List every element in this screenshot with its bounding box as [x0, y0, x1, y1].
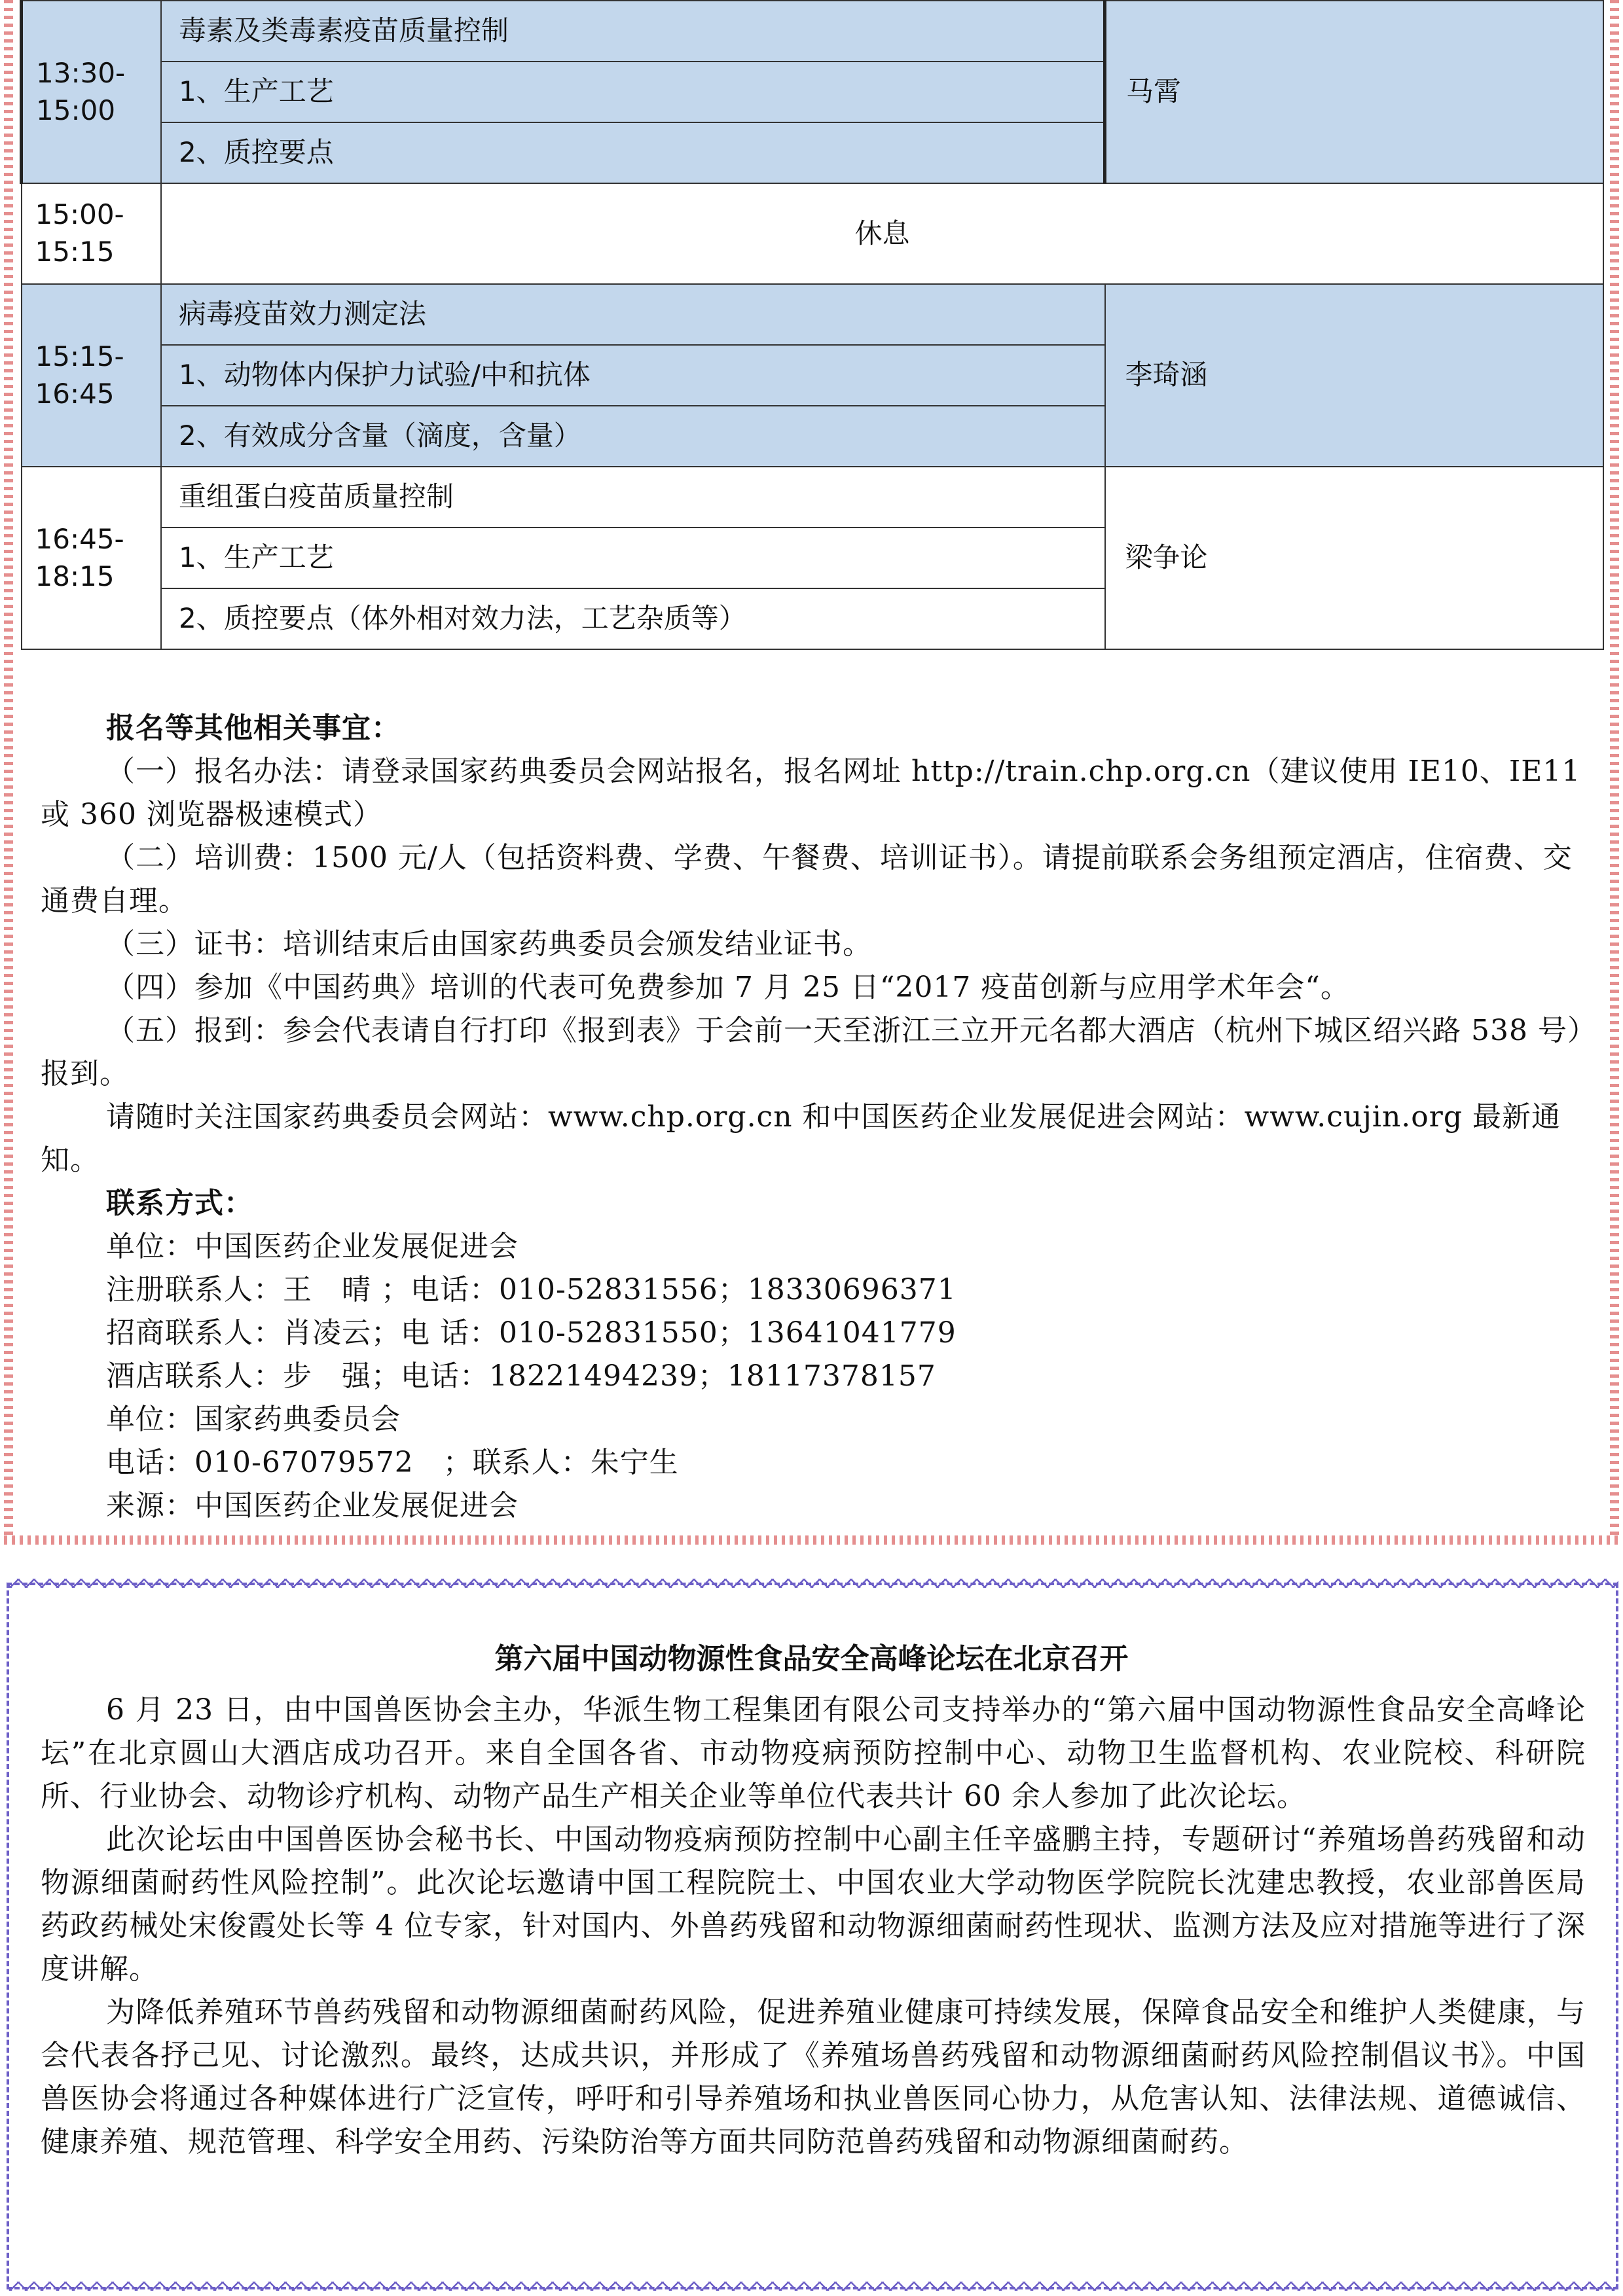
frame-border-left — [4, 0, 13, 1545]
speaker-cell: 梁争论 — [1105, 467, 1604, 649]
item-cell: 1、生产工艺 — [161, 528, 1105, 588]
contact-heading: 联系方式： — [106, 1187, 253, 1220]
notice-item-3: （三）证书：培训结束后由国家药典委员会颁发结业证书。 — [106, 927, 872, 961]
frame-border-bottom — [4, 1535, 1619, 1545]
zigzag-border-bottom — [7, 2282, 1618, 2291]
notice-item-2: （二）培训费：1500 元/人（包括资料费、学费、午餐费、培训证书）。请提前联系会务组预定酒店，住宿费、交通费自理。 — [41, 841, 1573, 918]
frame-border-right — [1610, 0, 1619, 1545]
speaker-cell: 李琦涵 — [1105, 284, 1604, 467]
topic-cell: 毒素及类毒素疫苗质量控制 — [161, 1, 1105, 62]
article-paragraph: 为降低养殖环节兽药残留和动物源细菌耐药风险，促进养殖业健康可持续发展，保障食品安全和维护人类健康，与会代表各抒己见、讨论激烈。最终，达成共识，并形成了《养殖场兽药残留和动物源细菌耐药风险控制倡议书》。中国兽医协会将通过各种媒体进行广泛宣传，呼吁和引导养殖场和执业兽医同心协力，从危害认知、法律法规、道德诚信、健康养殖、规范管理、科学安全用药、污染防治等方面共同防范兽药残留和动物源细菌耐药。 — [41, 1996, 1586, 2159]
notice-item-1: （一）报名办法：请登录国家药典委员会网站报名，报名网址 http://train.chp.org.cn（建议使用 IE10、IE11 或 360 浏览器极速模式） — [41, 755, 1581, 831]
contact-line: 招商联系人：肖凌云；电 话：010-52831550；13641041779 — [106, 1316, 957, 1350]
zigzag-border-top — [7, 1579, 1618, 1588]
notice-item-5: （五）报到：参会代表请自行打印《报到表》于会前一天至浙江三立开元名都大酒店（杭州下城区绍兴路 538 号）报到。 — [41, 1014, 1582, 1090]
article-paragraph: 6 月 23 日，由中国兽医协会主办，华派生物工程集团有限公司支持举办的“第六届中国动物源性食品安全高峰论坛”在北京圆山大酒店成功召开。来自全国各省、市动物疫病预防控制中心、动物卫生监督机构、农业院校、科研院所、行业协会、动物诊疗机构、动物产品生产相关企业等单位代表共计 60 余人参加了此次论坛。 — [41, 1693, 1586, 1813]
contact-line: 注册联系人：王 晴 ；电话：010-52831556；18330696371 — [106, 1273, 957, 1306]
notice-section — [41, 707, 1586, 1528]
item-cell: 2、有效成分含量（滴度，含量） — [161, 406, 1105, 467]
topic-cell: 病毒疫苗效力测定法 — [161, 284, 1105, 345]
topic-cell: 重组蛋白疫苗质量控制 — [161, 467, 1105, 528]
article-title: 第六届中国动物源性食品安全高峰论坛在北京召开 — [494, 1642, 1129, 1676]
contact-line: 酒店联系人：步 强；电话：18221494239；18117378157 — [106, 1359, 936, 1393]
time-cell: 15:15- 16:45 — [22, 284, 162, 467]
time-cell: 13:30- 15:00 — [22, 1, 162, 183]
notice-heading: 报名等其他相关事宜： — [106, 711, 401, 745]
speaker-cell: 马霄 — [1105, 1, 1604, 183]
item-cell: 1、生产工艺 — [161, 62, 1105, 122]
table-row — [22, 284, 1604, 345]
table-row — [22, 1, 1604, 62]
schedule-table — [20, 0, 1604, 650]
article-body — [41, 1689, 1586, 2164]
contact-line: 电话：010-67079572 ；联系人：朱宁生 — [106, 1446, 679, 1479]
item-cell: 1、动物体内保护力试验/中和抗体 — [161, 345, 1105, 406]
time-cell: 15:00- 15:15 — [22, 183, 162, 284]
notice-follow-up: 请随时关注国家药典委员会网站：www.chp.org.cn 和中国医药企业发展促进会网站：www.cujin.org 最新通知。 — [41, 1100, 1561, 1177]
contact-line: 来源：中国医药企业发展促进会 — [106, 1489, 519, 1522]
contact-line: 单位：中国医药企业发展促进会 — [106, 1230, 519, 1263]
table-row — [22, 467, 1604, 528]
item-cell: 2、质控要点 — [161, 122, 1105, 183]
notice-item-4: （四）参加《中国药典》培训的代表可免费参加 7 月 25 日“2017 疫苗创新与应用学术年会“。 — [106, 971, 1350, 1004]
item-cell: 2、质控要点（体外相对效力法，工艺杂质等） — [161, 588, 1105, 649]
table-row — [22, 183, 1604, 284]
contact-line: 单位：国家药典委员会 — [106, 1403, 401, 1436]
break-cell: 休息 — [161, 183, 1603, 284]
time-cell: 16:45- 18:15 — [22, 467, 162, 649]
article-paragraph: 此次论坛由中国兽医协会秘书长、中国动物疫病预防控制中心副主任辛盛鹏主持，专题研讨“养殖场兽药残留和动物源细菌耐药性风险控制”。此次论坛邀请中国工程院院士、中国农业大学动物医学院院长沈建忠教授，农业部兽医局药政药械处宋俊霞处长等 4 位专家，针对国内、外兽药残留和动物源细菌耐药性现状、监测方法及应对措施等进行了深度讲解。 — [41, 1823, 1586, 1986]
